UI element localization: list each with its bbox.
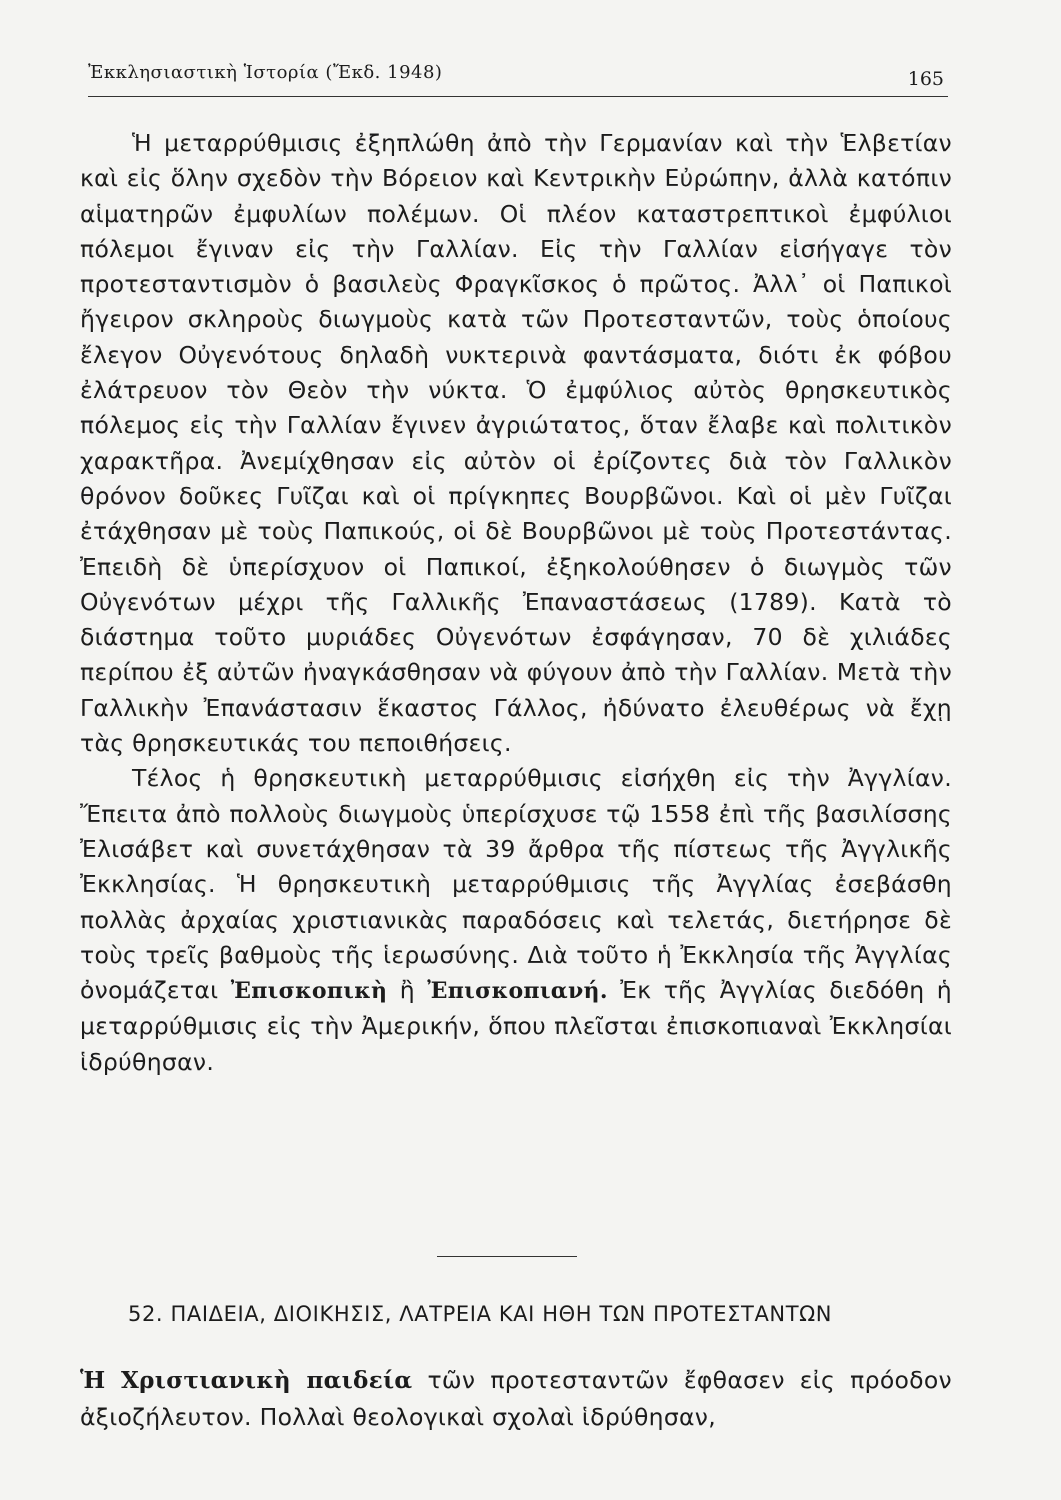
section-intro <box>80 1362 952 1435</box>
paragraph-reformation-england <box>80 761 952 1080</box>
paragraph-england-text: Τέλος ἡ θρησκευτικὴ μεταρρύθμισις εἰσήχθη εἰς τὴν Ἀγγλίαν. Ἔπειτα ἀπὸ πολλοὺς διωγμοὺς ὑπερίσχυσε τῷ 1558 ἐπὶ τῆς βασιλίσσης Ἐλισάβετ καὶ συνετάχθησαν τὰ 39 ἄρθρα τῆς πίστεως τῆς Ἀγγλικῆς Ἐκκλησίας. Ἡ θρησκευτικὴ μεταρρύθμισις τῆς Ἀγγλίας ἐσεβάσθη πολλὰς ἀρχαίας χριστιανικὰς παραδόσεις καὶ τελετάς, διετήρησε δὲ τοὺς τρεῖς βαθμοὺς τῆς ἱερωσύνης. Διὰ τοῦτο ἡ Ἐκκλησία τῆς Ἀγγλίας ὀνομάζεται <box>80 764 952 1005</box>
term-episkopiani: Ἐπισκοπιανή. <box>427 978 608 1005</box>
section-lead-phrase: Ἡ Χριστιανικὴ παιδεία <box>80 1367 413 1394</box>
section-heading: 52. ΠΑΙΔΕΙΑ, ΔΙΟΙΚΗΣΙΣ, ΛΑΤΡΕΙΑ ΚΑΙ ΗΘΗ ΤΩΝ ΠΡΟΤΕΣΤΑΝΤΩΝ <box>128 1302 833 1326</box>
running-title: Ἐκκλησιαστικὴ Ἱστορία (Ἔκδ. 1948) <box>88 62 443 83</box>
paragraph-reformation-france: Ἡ μεταρρύθμισις ἐξηπλώθη ἀπὸ τὴν Γερμανίαν καὶ τὴν Ἑλβετίαν καὶ εἰς ὅλην σχεδὸν τὴν Βόρειον καὶ Κεντρικὴν Εὐρώπην, ἀλλὰ κατόπιν αἱματηρῶν ἐμφυλίων πολέμων. Οἱ πλέον καταστρεπτικοὶ ἐμφύλιοι πόλεμοι ἔγιναν εἰς τὴν Γαλλίαν. Εἰς τὴν Γαλλίαν εἰσήγαγε τὸν προτεσταντισμὸν ὁ βασιλεὺς Φραγκῖσκος ὁ πρῶτος. Ἀλλ᾽ οἱ Παπικοὶ ἤγειρον σκληροὺς διωγμοὺς κατὰ τῶν Προτεσταντῶν, τοὺς ὁποίους ἔλεγον Οὐγενότους δηλαδὴ νυκτερινὰ φαντάσματα, διότι ἐκ φόβου ἐλάτρευον τὸν Θεὸν τὴν νύκτα. Ὁ ἐμφύλιος αὐτὸς θρησκευτικὸς πόλεμος εἰς τὴν Γαλλίαν ἔγινεν ἀγριώτατος, ὅταν ἔλαβε καὶ πολιτικὸν χαρακτῆρα. Ἀνεμίχθησαν εἰς αὐτὸν οἱ ἐρίζοντες διὰ τὸν Γαλλικὸν θρόνον δοῦκες Γυῖζαι καὶ οἱ πρίγκηπες Βουρβῶνοι. Καὶ οἱ μὲν Γυῖζαι ἐτάχθησαν μὲ τοὺς Παπικούς, οἱ δὲ Βουρβῶνοι μὲ τοὺς Προτεστάντας. Ἐπειδὴ δὲ ὑπερίσχυον οἱ Παπικοί, ἐξηκολούθησεν ὁ διωγμὸς τῶν Οὐγενότων μέχρι τῆς Γαλλικῆς Ἐπαναστάσεως (1789). Κατὰ τὸ διάστημα τοῦτο μυριάδες Οὐγενότων ἐσφάγησαν, 70 δὲ χιλιάδες περίπου ἐξ αὐτῶν ἠναγκάσθησαν νὰ φύγουν ἀπὸ τὴν Γαλλίαν. Μετὰ τὴν Γαλλικὴν Ἐπανάστασιν ἕκαστος Γάλλος, ἠδύνατο ἐλευθέρως νὰ ἔχῃ τὰς θρησκευτικάς του πεποιθήσεις. <box>80 129 952 758</box>
term-episkopiki: Ἐπισκοπικὴ <box>230 978 388 1005</box>
page-number: 165 <box>907 68 944 90</box>
connector-text: ἢ <box>399 976 415 1005</box>
section-intro-text: τῶν προτεσταντῶν ἔφθασεν εἰς πρόοδον ἀξιοζήλευτον. Πολλαὶ θεολογικαὶ σχολαὶ ἱδρύθησαν, <box>80 1366 952 1431</box>
section-divider <box>437 1256 577 1257</box>
main-text <box>80 126 952 1080</box>
page-header <box>88 56 948 97</box>
paragraph-england-continuation: Ἐκ τῆς Ἀγγλίας διεδόθη ἡ μεταρρύθμισις εἰς τὴν Ἀμερικήν, ὅπου πλεῖσται ἐπισκοπιαναὶ Ἐκκλησίαι ἱδρύθησαν. <box>80 976 953 1076</box>
